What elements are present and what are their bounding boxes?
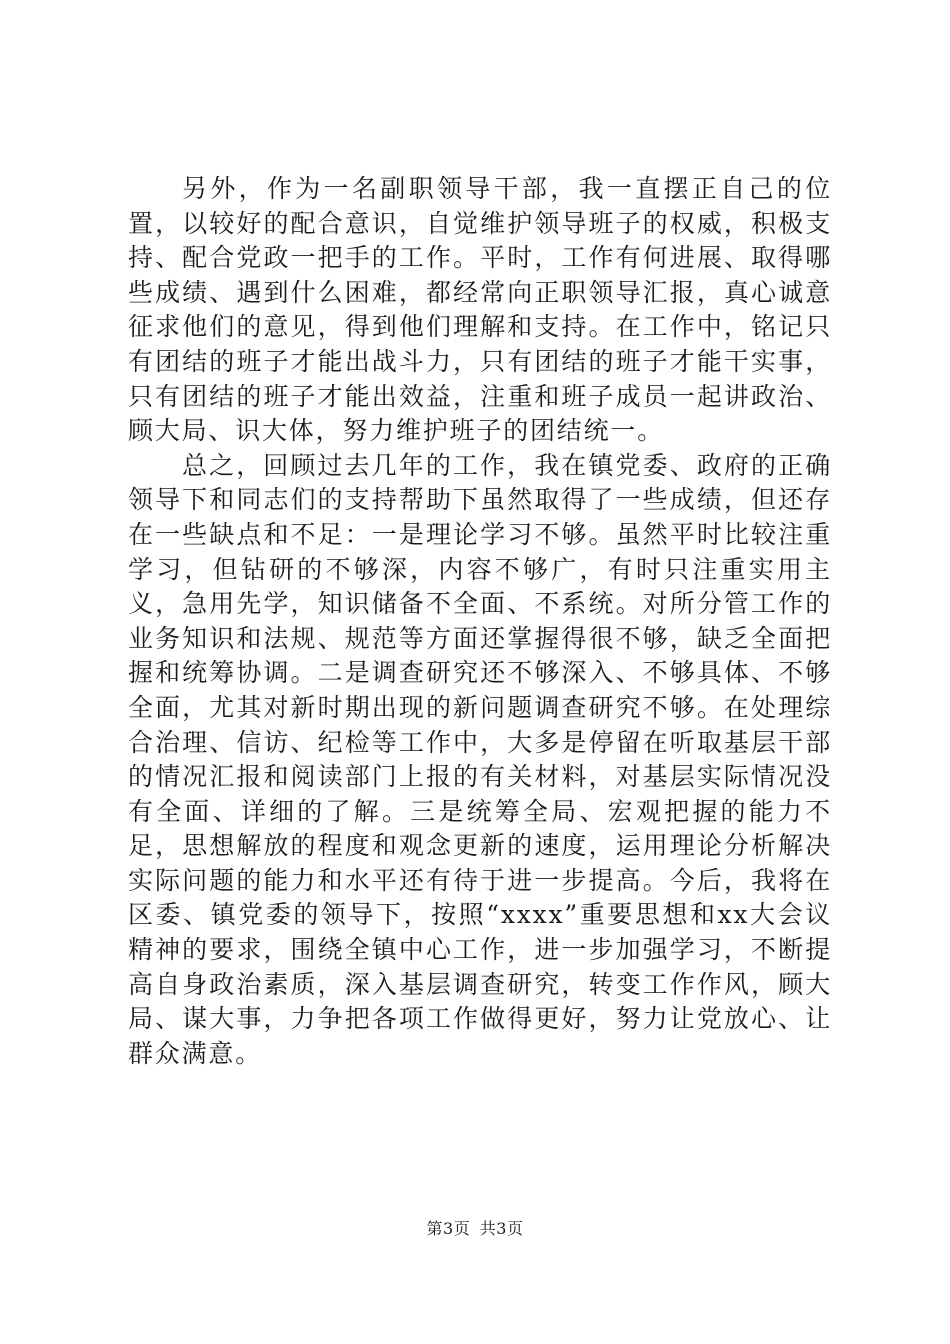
page-footer: [0, 1216, 950, 1239]
page-number: 第3页: [426, 1219, 471, 1238]
paragraph-1: 另外，作为一名副职领导干部，我一直摆正自己的位置，以较好的配合意识，自觉维护领导班子的权威，积极支持、配合党政一把手的工作。平时，工作有何进展、取得哪些成绩、遇到什么困难，都经常向正职领导汇报，真心诚意征求他们的意见，得到他们理解和支持。在工作中，铭记只有团结的班子才能出战斗力，只有团结的班子才能干实事，只有团结的班子才能出效益，注重和班子成员一起讲政治、顾大局、识大体，努力维护班子的团结统一。: [128, 174, 832, 446]
document-body: [128, 172, 832, 1071]
page-total: 共3页: [479, 1219, 524, 1238]
paragraph-2: 总之，回顾过去几年的工作，我在镇党委、政府的正确领导下和同志们的支持帮助下虽然取得了一些成绩，但还存在一些缺点和不足：一是理论学习不够。虽然平时比较注重学习，但钻研的不够深，内容不够广，有时只注重实用主义，急用先学，知识储备不全面、不系统。对所分管工作的业务知识和法规、规范等方面还掌握得很不够，缺乏全面把握和统筹协调。二是调查研究还不够深入、不够具体、不够全面，尤其对新时期出现的新问题调查研究不够。在处理综合治理、信访、纪检等工作中，大多是停留在听取基层干部的情况汇报和阅读部门上报的有关材料，对基层实际情况没有全面、详细的了解。三是统筹全局、宏观把握的能力不足，思想解放的程度和观念更新的速度，运用理论分析解决实际问题的能力和水平还有待于进一步提高。今后，我将在区委、镇党委的领导下，按照“xxxx”重要思想和xx大会议精神的要求，围绕全镇中心工作，进一步加强学习，不断提高自身政治素质，深入基层调查研究，转变工作作风，顾大局、谋大事，力争把各项工作做得更好，努力让党放心、让群众满意。: [128, 450, 832, 1068]
